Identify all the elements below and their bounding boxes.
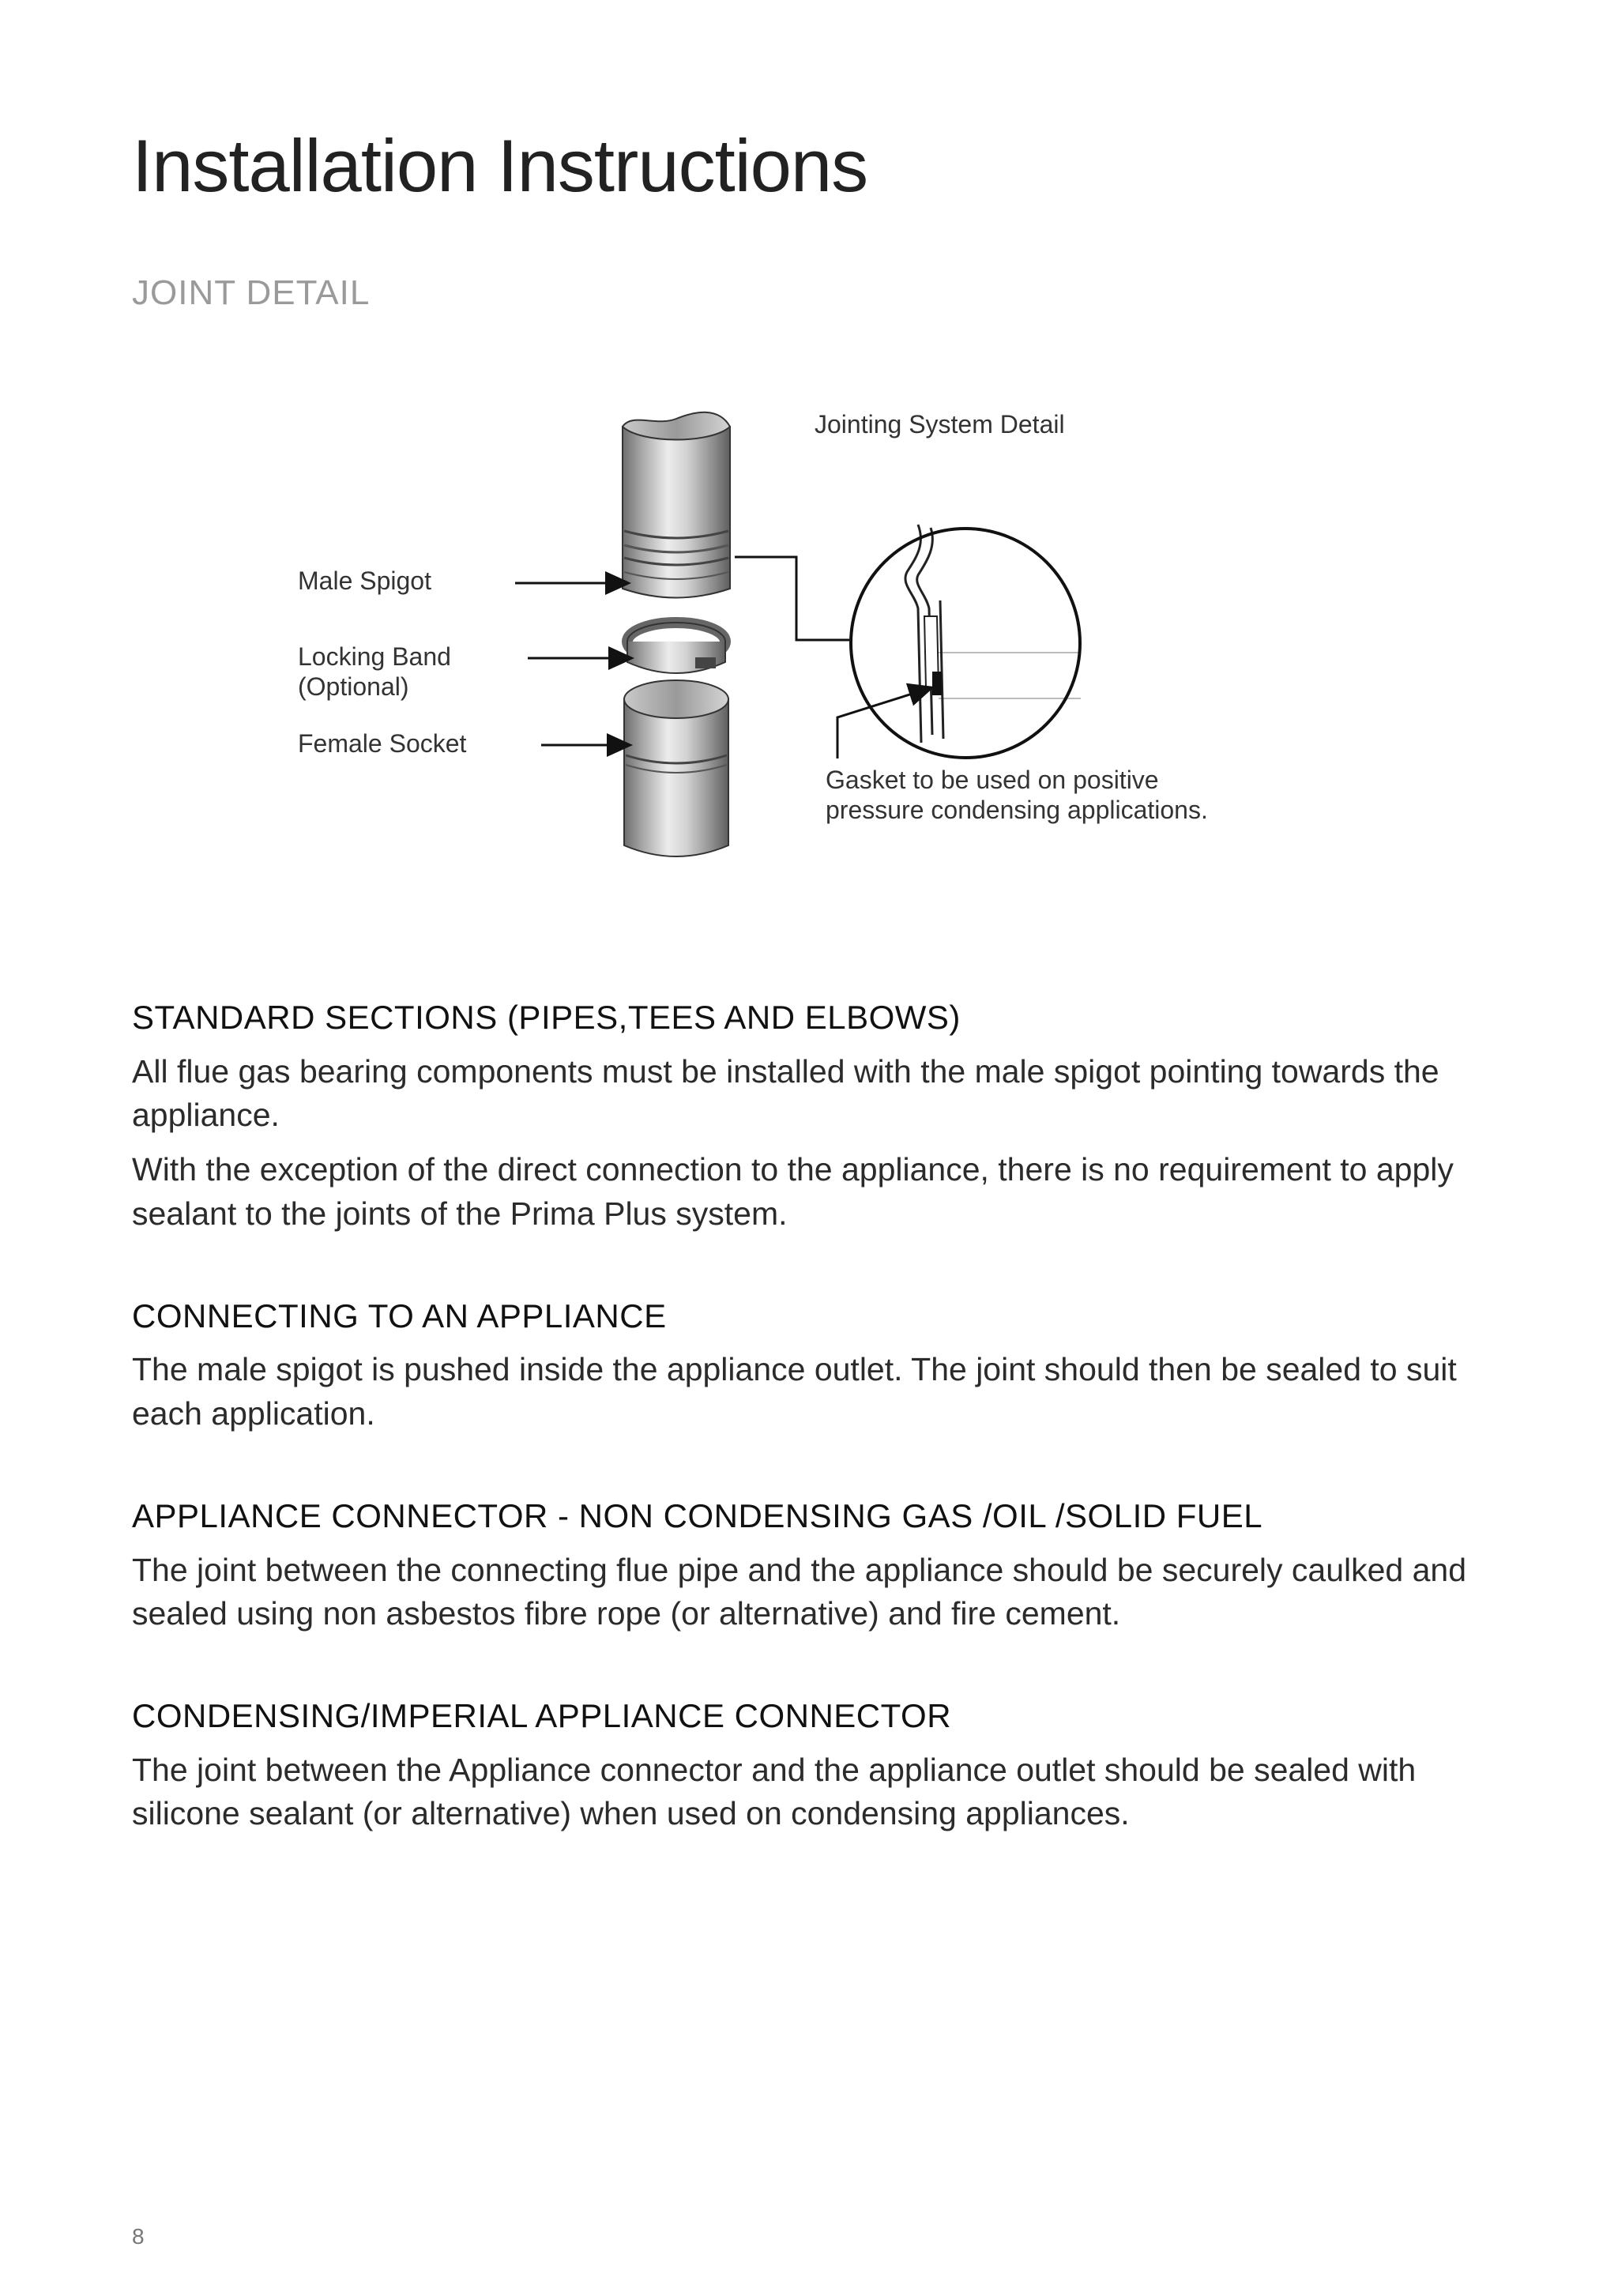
label-gasket-line2: pressure condensing applications.	[826, 796, 1208, 825]
label-gasket-line1: Gasket to be used on positive	[826, 766, 1159, 794]
section-appliance-connector-non-condensing	[132, 1496, 1491, 1635]
label-gasket-note	[826, 765, 1208, 826]
section-heading: CONDENSING/IMPERIAL APPLIANCE CONNECTOR	[132, 1697, 952, 1735]
section-connecting-to-appliance	[132, 1296, 1491, 1436]
label-locking-band	[298, 642, 451, 702]
instructions-content	[132, 997, 1491, 1895]
section-condensing-imperial-connector	[132, 1696, 1491, 1835]
section-label-joint-detail: JOINT DETAIL	[132, 273, 371, 312]
section-heading: STANDARD SECTIONS (PIPES,TEES AND ELBOWS)	[132, 999, 961, 1036]
locking-band-ring	[627, 623, 725, 673]
label-male-spigot: Male Spigot	[298, 566, 431, 595]
label-locking-band-line1: Locking Band	[298, 642, 451, 671]
female-socket-pipe	[624, 680, 728, 856]
joint-detail-figure	[0, 0, 1618, 909]
section-standard-sections	[132, 997, 1491, 1236]
section-paragraph: The male spigot is pushed inside the appliance outlet. The joint should then be sealed to suit each application.	[132, 1351, 1457, 1432]
detail-connector-line	[735, 557, 849, 640]
label-female-socket: Female Socket	[298, 729, 467, 758]
section-paragraph: All flue gas bearing components must be installed with the male spigot pointing towards the appliance.	[132, 1052, 1439, 1133]
jointing-detail-circle	[837, 525, 1081, 758]
male-spigot-pipe	[623, 412, 730, 598]
joint-diagram	[0, 0, 1618, 909]
section-heading: CONNECTING TO AN APPLIANCE	[132, 1297, 667, 1334]
section-heading: APPLIANCE CONNECTOR - NON CONDENSING GAS /OIL /SOLID FUEL	[132, 1497, 1263, 1535]
section-paragraph: With the exception of the direct connection to the appliance, there is no requirement to apply sealant to the joints of the Prima Plus system.	[132, 1151, 1454, 1232]
page-number: 8	[132, 2224, 145, 2249]
page-title: Installation Instructions	[132, 124, 868, 207]
section-paragraph: The joint between the Appliance connector and the appliance outlet should be sealed with silicone sealant (or alternative) when used on condensing appliances.	[132, 1751, 1417, 1832]
section-paragraph: The joint between the connecting flue pipe and the appliance should be securely caulked and sealed using non asbestos fibre rope (or alternative) and fire cement.	[132, 1551, 1467, 1632]
label-jointing-system-detail: Jointing System Detail	[815, 410, 1065, 438]
label-locking-band-line2: (Optional)	[298, 672, 409, 702]
